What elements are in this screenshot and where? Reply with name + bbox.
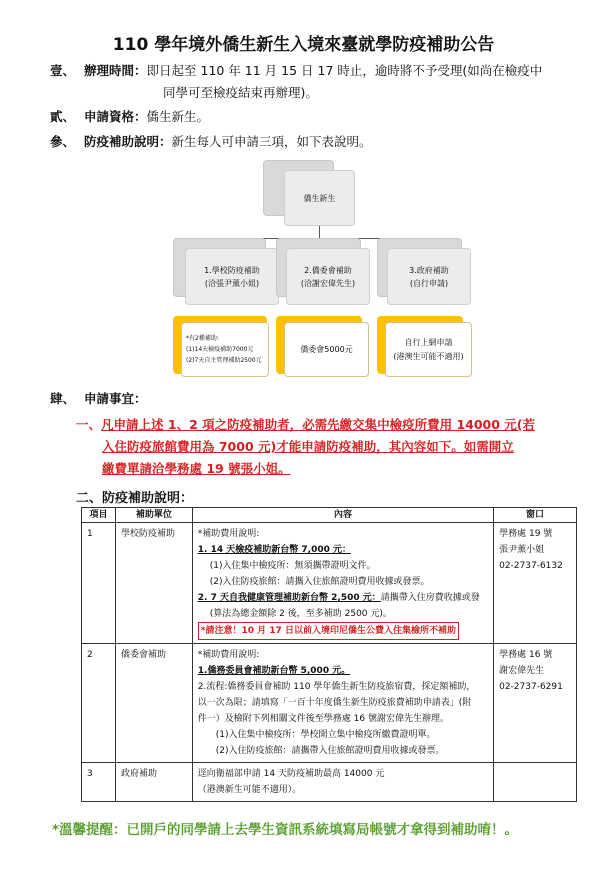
section-eligibility (50, 106, 209, 128)
notice-line (76, 436, 581, 458)
section-subsidy (50, 131, 372, 153)
diagram-label: (洽張尹薰小姐) (204, 278, 260, 288)
section-heading: 申請資格： (84, 109, 147, 124)
column-header: 補助單位 (115, 508, 192, 523)
contact-line: 學務處 16 號 (499, 650, 553, 660)
diagram-gov-subsidy (387, 248, 471, 305)
diagram-ocac-subsidy (286, 248, 370, 305)
content-line: (1)入住集中檢疫所：學校開立集中檢疫所繳費證明單。 (215, 730, 436, 740)
diagram-label: *有2種補助: (186, 335, 219, 342)
table-row (82, 763, 577, 802)
content-line: (2)入住防疫旅館：請攜入住旅館證明費用收據或發票。 (209, 577, 430, 587)
diagram-school-subsidy (185, 248, 279, 305)
notice-block (76, 414, 581, 480)
content-line: 逕向衛福部申請 14 天防疫補助最高 14000 元 (197, 769, 385, 779)
section-number: 參、 (50, 134, 76, 149)
table-row (82, 644, 577, 763)
column-header: 內容 (192, 508, 493, 523)
diagram-ocac-detail (284, 322, 369, 377)
diagram-gov-detail (385, 322, 472, 377)
cell-unit: 學校防疫補助 (115, 523, 192, 644)
content-line: 1. 14 天檢疫補助新台幣 7,000 元： (197, 545, 352, 555)
cell-contact (494, 763, 577, 802)
content-line: 以一次為限；請填寫「一百十年度僑生新生防疫旅費補助申請表」(附 (197, 698, 472, 708)
section-number: 肆、 (50, 391, 76, 406)
content-line: (2)入住防疫旅館：請攜帶入住旅館證明費用收據或發票。 (215, 746, 445, 756)
notice-text: 入住防疫旅館費用為 7000 元)才能申請防疫補助，其內容如下。如需開立 (102, 439, 514, 454)
content-line (198, 590, 488, 606)
cell-contact (494, 644, 577, 763)
content-line: *補助費用說明: (197, 650, 260, 660)
cell-item: 3 (82, 763, 116, 802)
cell-unit: 僑委會補助 (115, 644, 192, 763)
contact-line: 02-2737-6291 (499, 682, 563, 692)
cell-unit: 政府補助 (115, 763, 192, 802)
contact-line: 謝宏偉先生 (499, 666, 545, 676)
section-text: 新生每人可申請三項，如下表說明。 (171, 134, 372, 149)
content-line: 件一）及檢附下列相關文件後至學務處 16 號謝宏偉先生辦理。 (197, 714, 449, 724)
notice-line (76, 414, 581, 436)
content-line: (算法為總金額除 2 後，至多補助 2500 元)。 (209, 609, 392, 619)
contact-line: 張尹薰小姐 (499, 545, 545, 555)
subsidy-table (81, 507, 577, 802)
section-time (50, 60, 542, 82)
page-title: 110 學年境外僑生新生入境來臺就學防疫補助公告 (112, 35, 495, 55)
cell-content (192, 644, 493, 763)
cell-item: 1 (82, 523, 116, 644)
diagram-school-detail (181, 322, 269, 377)
cell-content (192, 523, 493, 644)
section-application (50, 388, 147, 410)
notice-prefix: 一、 (76, 417, 102, 432)
diagram-label: 自行上網申請 (404, 337, 453, 347)
content-text: 請攜帶入住房費收據或發 (380, 593, 480, 603)
notice-text: 凡申請上述 1、2 項之防疫補助者，必需先繳交集中檢疫所費用 14000 元(若 (101, 417, 536, 432)
section-number: 壹、 (50, 63, 76, 78)
content-line (198, 622, 488, 640)
contact-line: 02-2737-6132 (499, 561, 563, 571)
cell-item: 2 (82, 644, 116, 763)
diagram-label: 1.學校防疫補助 (204, 265, 260, 275)
contact-line: 學務處 19 號 (499, 529, 553, 539)
notice-text: 繳費單請洽學務處 19 號張小姐。 (102, 461, 291, 476)
table-row (82, 523, 577, 644)
content-line: (1)入住集中檢疫所：無須攜帶證明文件。 (209, 561, 376, 571)
table-header-row (82, 508, 577, 523)
diagram-label: (1)14天檢疫補助7000元 (186, 346, 254, 353)
diagram-label: (2)7天自主管理補助2500元 (186, 357, 262, 364)
diagram-label: 3.政府補助 (409, 265, 449, 275)
cell-content (192, 763, 493, 802)
section-time-line2: 同學可至檢疫結束再辦理)。 (163, 85, 318, 100)
section-text: 即日起至 110 年 11 月 15 日 17 時止，逾時將不予受理(如尚在檢疫中 (146, 63, 543, 78)
section-text: 僑生新生。 (146, 109, 210, 124)
content-line: *補助費用說明: (197, 529, 260, 539)
content-line: 2.流程:僑務委員會補助 110 學年僑生新生防疫旅宿費，採定額補助， (197, 682, 476, 692)
column-header: 窗口 (494, 508, 577, 523)
section-number: 貳、 (50, 109, 76, 124)
warning-note: *請注意！10 月 17 日以前入境印尼僑生公費入住集檢所不補助 (198, 622, 459, 640)
footer-reminder: *溫馨提醒：已開戶的同學請上去學生資訊系統填寫局帳號才拿得到補助唷！。 (52, 822, 519, 838)
section-heading: 辦理時間： (84, 63, 147, 78)
subsidy-subheading: 二、防疫補助說明： (76, 491, 194, 506)
content-text: 2. 7 天自我健康管理補助新台幣 2,500 元： (197, 593, 381, 603)
section-heading: 防疫補助說明： (84, 134, 172, 149)
cell-contact (494, 523, 577, 644)
column-header: 項目 (82, 508, 116, 523)
section-heading: 申請事宜： (84, 391, 147, 406)
diagram-root-label: 僑生新生 (303, 193, 336, 203)
diagram-label: 2.僑委會補助 (304, 265, 352, 275)
notice-line (76, 458, 581, 480)
diagram-label: (洽謝宏偉先生) (300, 278, 356, 288)
diagram-label: (自行申請) (409, 278, 449, 288)
content-line: 1.僑務委員會補助新台幣 5,000 元。 (197, 666, 351, 676)
diagram-label: (港澳生可能不適用) (393, 351, 464, 361)
diagram-root (284, 170, 355, 226)
diagram-label: 僑委會5000元 (300, 345, 353, 354)
content-line: （港澳新生可能不適用）。 (197, 785, 302, 795)
